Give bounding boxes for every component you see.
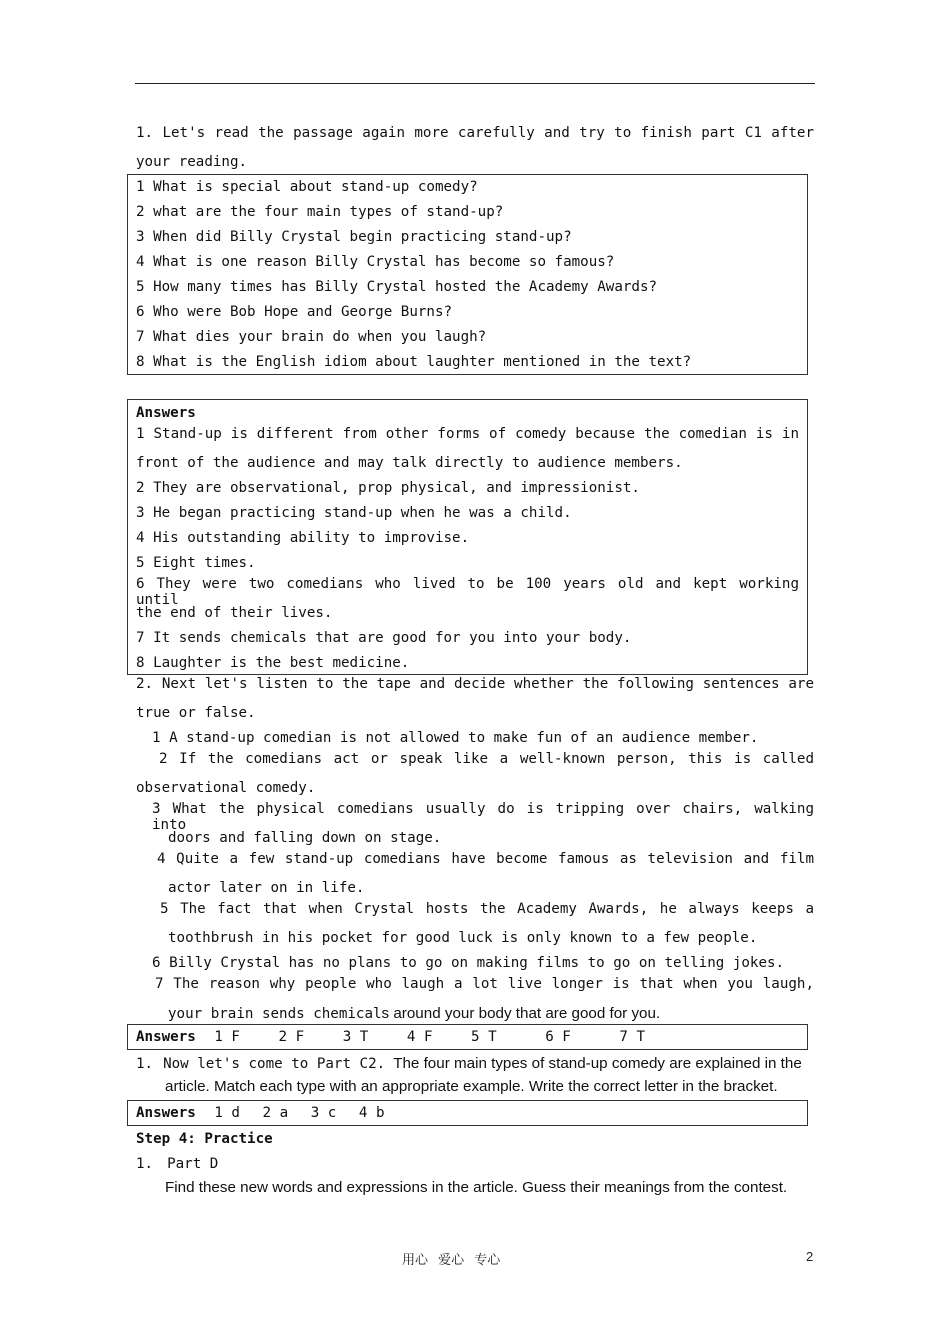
- statement-3b: doors and falling down on stage.: [168, 830, 442, 846]
- match-answer-2: 2 a: [262, 1105, 289, 1121]
- tf-answer-1: 1 F: [214, 1029, 240, 1045]
- question-2: 2 what are the four main types of stand-up?: [136, 204, 504, 220]
- statement-7b-sans: s around your body that are good for you.: [381, 1005, 661, 1022]
- section3-line2: article. Match each type with an appropriate example. Write the correct letter in the bracket.: [165, 1078, 778, 1095]
- answer-7: 7 It sends chemicals that are good for you into your body.: [136, 630, 632, 646]
- question-4: 4 What is one reason Billy Crystal has become so famous?: [136, 254, 615, 270]
- section3-sans-part1: The four main types of stand-up comedy are explained in the: [393, 1055, 802, 1072]
- answers-heading-1: Answers: [136, 405, 196, 421]
- statement-5b: toothbrush in his pocket for good luck is only known to a few people.: [168, 930, 758, 946]
- statement-7a: 7 The reason why people who laugh a lot live longer is that when you laugh,: [155, 976, 814, 992]
- answers-row-2: [136, 1025, 645, 1050]
- statement-2b: observational comedy.: [136, 780, 316, 796]
- match-answer-3: 3 c: [310, 1105, 337, 1121]
- section3-line1: [136, 1050, 802, 1077]
- step4-item: [136, 1152, 218, 1177]
- section3-num: 1.: [136, 1056, 154, 1072]
- tf-answer-3: 3 T: [342, 1029, 369, 1045]
- answer-3: 3 He began practicing stand-up when he was a child.: [136, 505, 572, 521]
- statement-7b-mono: your brain sends chemical: [168, 1006, 382, 1022]
- question-7: 7 What dies your brain do when you laugh?: [136, 329, 487, 345]
- step4-item-num: 1.: [136, 1156, 154, 1172]
- statement-4a: 4 Quite a few stand-up comedians have become famous as television and film: [157, 851, 814, 867]
- section2-instruction-line1: 2. Next let's listen to the tape and decide whether the following sentences are: [136, 676, 814, 692]
- answer-1b: front of the audience and may talk directly to audience members.: [136, 455, 683, 471]
- answer-2: 2 They are observational, prop physical, and impressionist.: [136, 480, 640, 496]
- section3-mono-part: Now let's come to Part C2.: [163, 1056, 386, 1072]
- match-answer-1: 1 d: [214, 1105, 240, 1121]
- question-6: 6 Who were Bob Hope and George Burns?: [136, 304, 453, 320]
- answer-5: 5 Eight times.: [136, 555, 256, 571]
- footer-center-text: 用心 爱心 专心: [402, 1253, 501, 1268]
- section1-instruction-line1: 1. Let's read the passage again more carefully and try to finish part C1 after: [136, 125, 814, 141]
- question-1: 1 What is special about stand-up comedy?: [136, 179, 478, 195]
- statement-3a: 3 What the physical comedians usually do is tripping over chairs, walking into: [152, 801, 814, 833]
- tf-answer-4: 4 F: [406, 1029, 433, 1045]
- tf-answer-2: 2 F: [278, 1029, 305, 1045]
- statement-1: 1 A stand-up comedian is not allowed to make fun of an audience member.: [152, 730, 759, 746]
- answer-4: 4 His outstanding ability to improvise.: [136, 530, 470, 546]
- answers-heading-3: Answers: [136, 1105, 196, 1121]
- section2-instruction-line2: true or false.: [136, 705, 256, 721]
- step4-item-label: Part D: [167, 1156, 219, 1172]
- section1-instruction-line2: your reading.: [136, 154, 248, 170]
- answers-heading-2: Answers: [136, 1029, 196, 1045]
- step4-heading: Step 4: Practice: [136, 1131, 273, 1147]
- page-number: 2: [806, 1249, 814, 1264]
- tf-answer-5: 5 T: [471, 1029, 497, 1045]
- answer-6b: the end of their lives.: [136, 605, 333, 621]
- match-answer-4: 4 b: [358, 1105, 385, 1121]
- header-rule: [135, 83, 815, 84]
- statement-2a: 2 If the comedians act or speak like a well-known person, this is called: [159, 751, 814, 767]
- tf-answer-6: 6 F: [545, 1029, 571, 1045]
- statement-6: 6 Billy Crystal has no plans to go on making films to go on telling jokes.: [152, 955, 785, 971]
- answer-1a: 1 Stand-up is different from other forms of comedy because the comedian is in: [136, 426, 799, 442]
- answer-6a: 6 They were two comedians who lived to be 100 years old and kept working until: [136, 576, 799, 608]
- statement-5a: 5 The fact that when Crystal hosts the Academy Awards, he always keeps a: [160, 901, 814, 917]
- answer-8: 8 Laughter is the best medicine.: [136, 655, 410, 671]
- question-5: 5 How many times has Billy Crystal hosted the Academy Awards?: [136, 279, 658, 295]
- tf-answer-7: 7 T: [619, 1029, 645, 1045]
- statement-7b: [168, 1000, 660, 1027]
- step4-item-text: Find these new words and expressions in the article. Guess their meanings from the contest.: [165, 1179, 788, 1196]
- question-3: 3 When did Billy Crystal begin practicing stand-up?: [136, 229, 572, 245]
- answers-row-3: [136, 1101, 384, 1126]
- statement-4b: actor later on in life.: [168, 880, 365, 896]
- question-8: 8 What is the English idiom about laughter mentioned in the text?: [136, 354, 692, 370]
